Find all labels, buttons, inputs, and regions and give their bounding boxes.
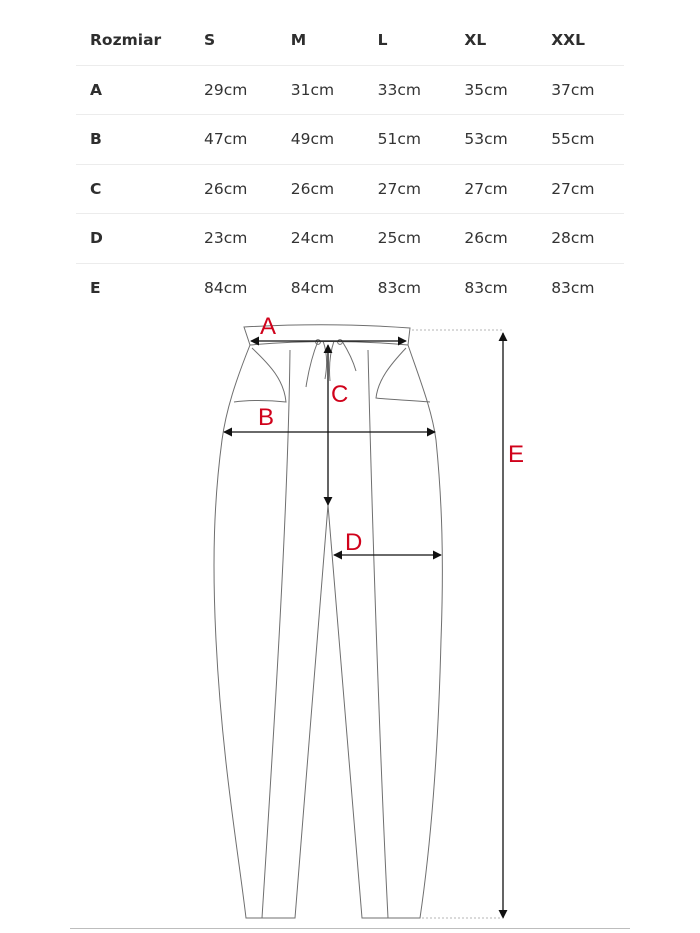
row-label: C: [76, 164, 190, 214]
size-table: [76, 16, 624, 312]
table-cell: 28cm: [537, 214, 624, 264]
table-cell: 27cm: [537, 164, 624, 214]
table-cell: 47cm: [190, 115, 277, 165]
table-cell: 49cm: [277, 115, 364, 165]
table-row: [76, 214, 624, 264]
header-rozmiar: Rozmiar: [76, 16, 190, 65]
header-size-s: S: [190, 16, 277, 65]
table-cell: 53cm: [450, 115, 537, 165]
table-cell: 37cm: [537, 65, 624, 115]
row-label: A: [76, 65, 190, 115]
table-cell: 84cm: [204, 278, 248, 297]
table-cell: 29cm: [190, 65, 277, 115]
table-cell: 33cm: [364, 65, 451, 115]
table-cell: 26cm: [277, 164, 364, 214]
table-cell: 83cm: [464, 278, 508, 297]
right-crease-line: [368, 350, 388, 918]
table-cell: 27cm: [364, 164, 451, 214]
header-size-xxl: XXL: [537, 16, 624, 65]
bottom-divider: [70, 928, 630, 929]
label-e: E: [508, 441, 525, 468]
label-c: C: [331, 381, 349, 408]
e-guide-lines: [412, 330, 503, 918]
header-size-xl: XL: [450, 16, 537, 65]
table-cell: 27cm: [450, 164, 537, 214]
label-a: A: [260, 313, 277, 340]
row-label: D: [76, 214, 190, 264]
table-cell: 31cm: [277, 65, 364, 115]
table-cell: 35cm: [450, 65, 537, 115]
label-b: B: [258, 404, 275, 431]
row-label: E: [90, 278, 101, 297]
table-cell: 26cm: [450, 214, 537, 264]
header-size-l: L: [364, 16, 451, 65]
header-size-m: M: [277, 16, 364, 65]
table-cell: 84cm: [290, 278, 335, 297]
table-row: [76, 115, 624, 165]
label-d: D: [345, 529, 363, 556]
right-pocket-shape: [376, 348, 430, 402]
row-label: B: [76, 115, 190, 165]
table-cell: 83cm: [377, 278, 421, 297]
table-header-row: [76, 16, 624, 65]
table-cell: 26cm: [190, 164, 277, 214]
table-cell: 55cm: [537, 115, 624, 165]
table-row: [76, 164, 624, 214]
table-cell: 83cm: [551, 278, 595, 297]
table-cell: 24cm: [277, 214, 364, 264]
pants-measurement-diagram: [0, 300, 700, 933]
table-cell: 25cm: [364, 214, 451, 264]
table-cell: 51cm: [364, 115, 451, 165]
table-row: [76, 65, 624, 115]
table-cell: 23cm: [190, 214, 277, 264]
left-crease-line: [262, 350, 290, 918]
left-pocket-shape: [234, 348, 286, 402]
